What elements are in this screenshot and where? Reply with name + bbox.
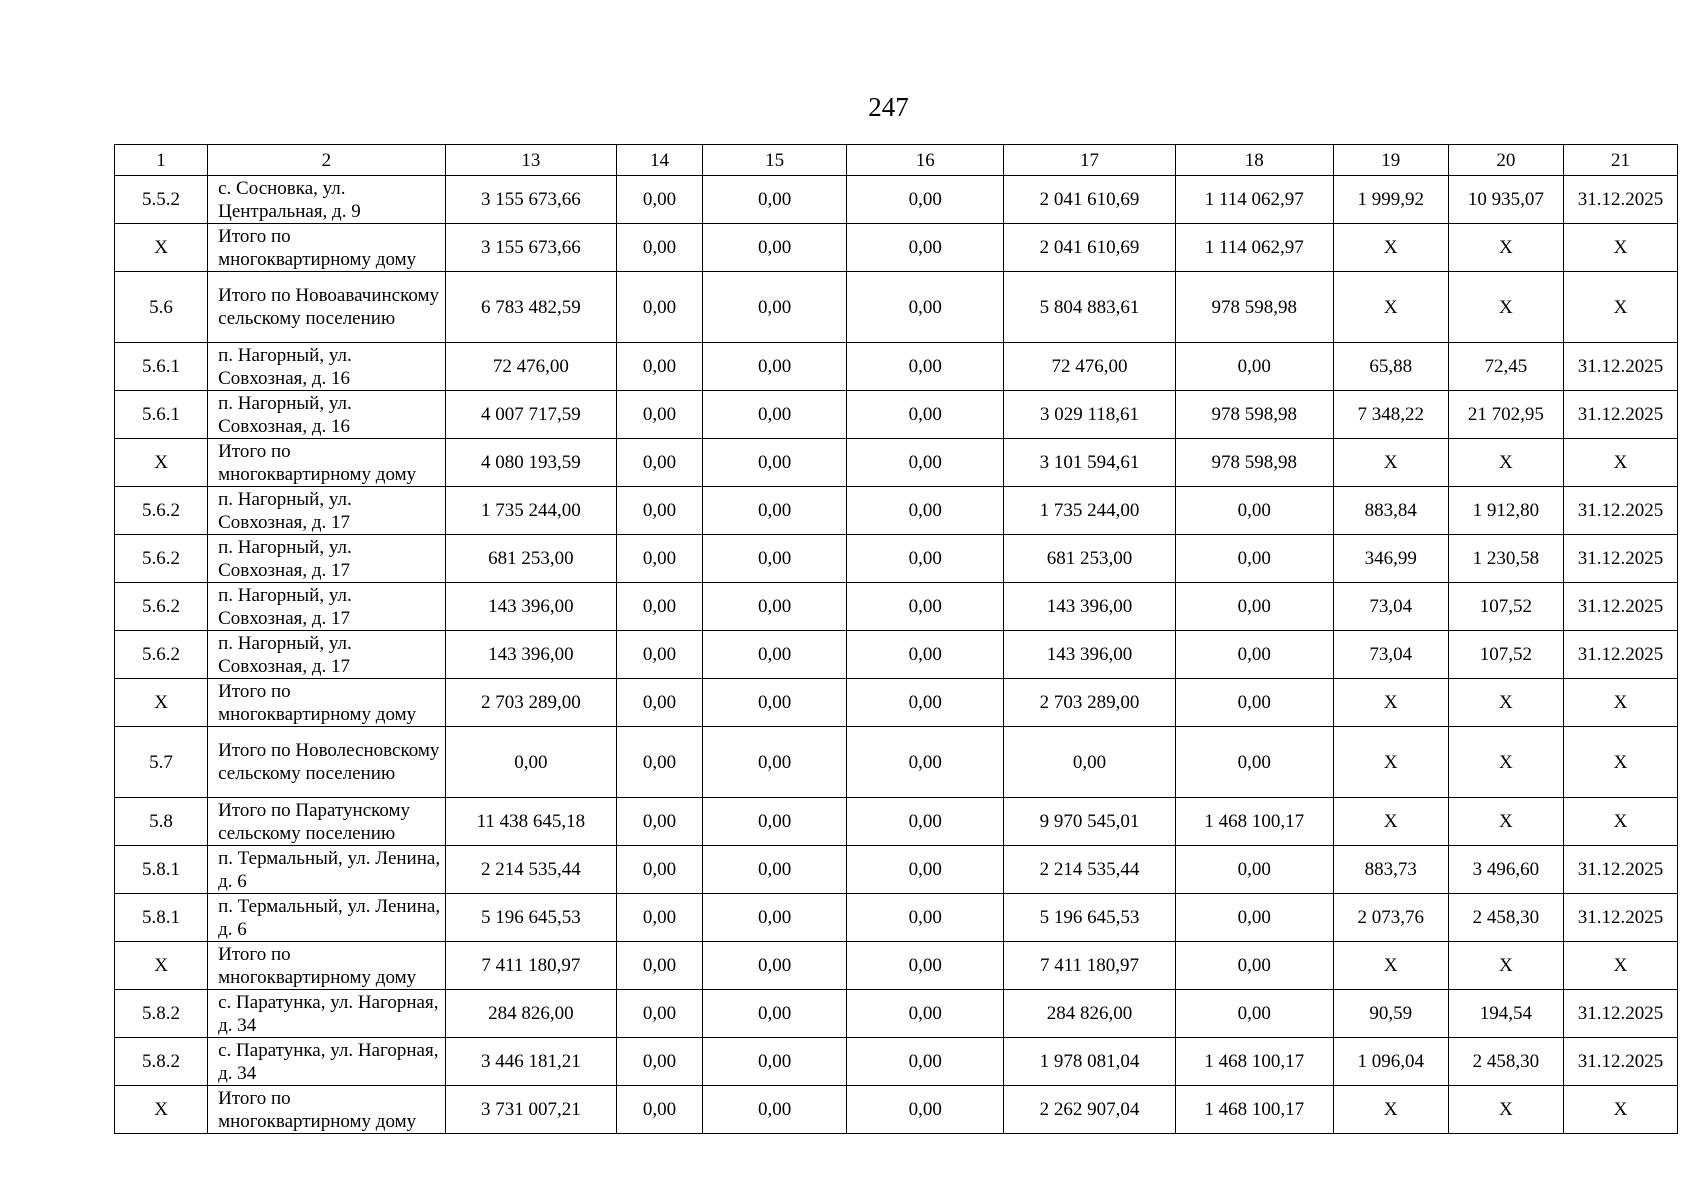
col-13-cell: 72 476,00 xyxy=(445,343,617,391)
header-cell: 19 xyxy=(1333,145,1448,176)
col-20-cell: X xyxy=(1448,224,1563,272)
col-15-cell: 0,00 xyxy=(702,583,846,631)
col-17-cell: 2 041 610,69 xyxy=(1004,176,1176,224)
col-20-cell: 1 912,80 xyxy=(1448,487,1563,535)
col-21-cell: X xyxy=(1563,272,1677,343)
col-18-cell: 0,00 xyxy=(1175,535,1333,583)
col-21-cell: X xyxy=(1563,798,1677,846)
col-21-cell: 31.12.2025 xyxy=(1563,583,1677,631)
col-19-cell: 7 348,22 xyxy=(1333,391,1448,439)
table-row xyxy=(115,535,1678,583)
address-cell: Итого по многоквартирному дому xyxy=(208,942,445,990)
col-19-cell: X xyxy=(1333,272,1448,343)
col-15-cell: 0,00 xyxy=(702,631,846,679)
col-17-cell: 2 262 907,04 xyxy=(1004,1086,1176,1134)
address-cell: Итого по многоквартирному дому xyxy=(208,679,445,727)
col-21-cell: X xyxy=(1563,1086,1677,1134)
col-16-cell: 0,00 xyxy=(847,1086,1004,1134)
col-17-cell: 2 041 610,69 xyxy=(1004,224,1176,272)
col-21-cell: X xyxy=(1563,679,1677,727)
col-15-cell: 0,00 xyxy=(702,1086,846,1134)
col-16-cell: 0,00 xyxy=(847,631,1004,679)
col-14-cell: 0,00 xyxy=(617,846,703,894)
col-18-cell: 1 114 062,97 xyxy=(1175,224,1333,272)
address-cell: п. Нагорный, ул. Совхозная, д. 17 xyxy=(208,487,445,535)
col-13-cell: 3 446 181,21 xyxy=(445,1038,617,1086)
col-15-cell: 0,00 xyxy=(702,439,846,487)
col-19-cell: 1 096,04 xyxy=(1333,1038,1448,1086)
col-17-cell: 2 214 535,44 xyxy=(1004,846,1176,894)
col-19-cell: X xyxy=(1333,798,1448,846)
col-13-cell: 143 396,00 xyxy=(445,631,617,679)
col-20-cell: X xyxy=(1448,1086,1563,1134)
col-18-cell: 0,00 xyxy=(1175,679,1333,727)
col-18-cell: 0,00 xyxy=(1175,894,1333,942)
col-16-cell: 0,00 xyxy=(847,272,1004,343)
row-number-cell: X xyxy=(115,942,208,990)
col-13-cell: 0,00 xyxy=(445,727,617,798)
col-13-cell: 6 783 482,59 xyxy=(445,272,617,343)
col-14-cell: 0,00 xyxy=(617,272,703,343)
col-20-cell: X xyxy=(1448,798,1563,846)
col-13-cell: 681 253,00 xyxy=(445,535,617,583)
col-15-cell: 0,00 xyxy=(702,942,846,990)
col-15-cell: 0,00 xyxy=(702,224,846,272)
col-16-cell: 0,00 xyxy=(847,343,1004,391)
row-number-cell: 5.6.1 xyxy=(115,343,208,391)
col-15-cell: 0,00 xyxy=(702,846,846,894)
row-number-cell: 5.7 xyxy=(115,727,208,798)
col-16-cell: 0,00 xyxy=(847,894,1004,942)
col-21-cell: 31.12.2025 xyxy=(1563,1038,1677,1086)
row-number-cell: X xyxy=(115,224,208,272)
col-14-cell: 0,00 xyxy=(617,727,703,798)
col-19-cell: 1 999,92 xyxy=(1333,176,1448,224)
col-16-cell: 0,00 xyxy=(847,391,1004,439)
col-15-cell: 0,00 xyxy=(702,391,846,439)
col-17-cell: 0,00 xyxy=(1004,727,1176,798)
col-20-cell: X xyxy=(1448,727,1563,798)
col-18-cell: 1 468 100,17 xyxy=(1175,798,1333,846)
col-17-cell: 143 396,00 xyxy=(1004,583,1176,631)
address-cell: с. Сосновка, ул. Центральная, д. 9 xyxy=(208,176,445,224)
header-cell: 21 xyxy=(1563,145,1677,176)
header-cell: 1 xyxy=(115,145,208,176)
table-row xyxy=(115,391,1678,439)
address-cell: п. Нагорный, ул. Совхозная, д. 16 xyxy=(208,343,445,391)
col-21-cell: 31.12.2025 xyxy=(1563,391,1677,439)
col-19-cell: 90,59 xyxy=(1333,990,1448,1038)
col-15-cell: 0,00 xyxy=(702,798,846,846)
col-21-cell: 31.12.2025 xyxy=(1563,535,1677,583)
col-19-cell: X xyxy=(1333,942,1448,990)
address-cell: п. Нагорный, ул. Совхозная, д. 17 xyxy=(208,583,445,631)
col-16-cell: 0,00 xyxy=(847,990,1004,1038)
table-row xyxy=(115,583,1678,631)
col-19-cell: 883,84 xyxy=(1333,487,1448,535)
row-number-cell: 5.5.2 xyxy=(115,176,208,224)
col-13-cell: 7 411 180,97 xyxy=(445,942,617,990)
col-14-cell: 0,00 xyxy=(617,583,703,631)
col-16-cell: 0,00 xyxy=(847,487,1004,535)
row-number-cell: 5.6 xyxy=(115,272,208,343)
col-16-cell: 0,00 xyxy=(847,942,1004,990)
row-number-cell: X xyxy=(115,679,208,727)
address-cell: п. Нагорный, ул. Совхозная, д. 17 xyxy=(208,631,445,679)
col-19-cell: 883,73 xyxy=(1333,846,1448,894)
col-16-cell: 0,00 xyxy=(847,224,1004,272)
col-19-cell: X xyxy=(1333,727,1448,798)
col-17-cell: 7 411 180,97 xyxy=(1004,942,1176,990)
col-21-cell: 31.12.2025 xyxy=(1563,894,1677,942)
col-15-cell: 0,00 xyxy=(702,679,846,727)
row-number-cell: X xyxy=(115,1086,208,1134)
col-13-cell: 3 731 007,21 xyxy=(445,1086,617,1134)
col-17-cell: 5 196 645,53 xyxy=(1004,894,1176,942)
row-number-cell: 5.8.1 xyxy=(115,846,208,894)
col-16-cell: 0,00 xyxy=(847,176,1004,224)
table-row xyxy=(115,176,1678,224)
table-row xyxy=(115,727,1678,798)
data-table xyxy=(114,144,1678,1134)
col-21-cell: 31.12.2025 xyxy=(1563,990,1677,1038)
address-cell: с. Паратунка, ул. Нагорная, д. 34 xyxy=(208,1038,445,1086)
row-number-cell: 5.6.2 xyxy=(115,535,208,583)
header-cell: 17 xyxy=(1004,145,1176,176)
col-14-cell: 0,00 xyxy=(617,798,703,846)
col-20-cell: 10 935,07 xyxy=(1448,176,1563,224)
col-14-cell: 0,00 xyxy=(617,942,703,990)
col-14-cell: 0,00 xyxy=(617,487,703,535)
address-cell: Итого по Новоавачинскому сельскому поселению xyxy=(208,272,445,343)
address-cell: п. Нагорный, ул. Совхозная, д. 17 xyxy=(208,535,445,583)
col-16-cell: 0,00 xyxy=(847,846,1004,894)
col-20-cell: X xyxy=(1448,439,1563,487)
col-18-cell: 0,00 xyxy=(1175,487,1333,535)
col-19-cell: 346,99 xyxy=(1333,535,1448,583)
col-21-cell: 31.12.2025 xyxy=(1563,846,1677,894)
col-16-cell: 0,00 xyxy=(847,439,1004,487)
col-15-cell: 0,00 xyxy=(702,727,846,798)
table-row xyxy=(115,798,1678,846)
address-cell: Итого по многоквартирному дому xyxy=(208,1086,445,1134)
col-14-cell: 0,00 xyxy=(617,990,703,1038)
row-number-cell: 5.6.2 xyxy=(115,487,208,535)
table-row xyxy=(115,343,1678,391)
header-cell: 20 xyxy=(1448,145,1563,176)
col-13-cell: 143 396,00 xyxy=(445,583,617,631)
col-20-cell: X xyxy=(1448,942,1563,990)
table-row xyxy=(115,272,1678,343)
col-20-cell: 107,52 xyxy=(1448,583,1563,631)
col-18-cell: 0,00 xyxy=(1175,942,1333,990)
col-14-cell: 0,00 xyxy=(617,631,703,679)
col-21-cell: X xyxy=(1563,942,1677,990)
col-13-cell: 4 007 717,59 xyxy=(445,391,617,439)
col-19-cell: 65,88 xyxy=(1333,343,1448,391)
col-17-cell: 1 735 244,00 xyxy=(1004,487,1176,535)
address-cell: Итого по многоквартирному дому xyxy=(208,224,445,272)
address-cell: Итого по многоквартирному дому xyxy=(208,439,445,487)
col-17-cell: 284 826,00 xyxy=(1004,990,1176,1038)
col-16-cell: 0,00 xyxy=(847,798,1004,846)
col-13-cell: 2 703 289,00 xyxy=(445,679,617,727)
col-21-cell: 31.12.2025 xyxy=(1563,487,1677,535)
col-18-cell: 0,00 xyxy=(1175,990,1333,1038)
table-row xyxy=(115,679,1678,727)
row-number-cell: 5.6.2 xyxy=(115,583,208,631)
col-18-cell: 978 598,98 xyxy=(1175,439,1333,487)
col-18-cell: 1 114 062,97 xyxy=(1175,176,1333,224)
table-row xyxy=(115,224,1678,272)
col-15-cell: 0,00 xyxy=(702,176,846,224)
col-18-cell: 0,00 xyxy=(1175,631,1333,679)
col-17-cell: 5 804 883,61 xyxy=(1004,272,1176,343)
col-17-cell: 143 396,00 xyxy=(1004,631,1176,679)
col-19-cell: 73,04 xyxy=(1333,583,1448,631)
row-number-cell: 5.8 xyxy=(115,798,208,846)
col-20-cell: 107,52 xyxy=(1448,631,1563,679)
col-20-cell: 2 458,30 xyxy=(1448,1038,1563,1086)
col-14-cell: 0,00 xyxy=(617,1086,703,1134)
table-row xyxy=(115,1038,1678,1086)
table-row xyxy=(115,1086,1678,1134)
col-20-cell: 3 496,60 xyxy=(1448,846,1563,894)
col-20-cell: X xyxy=(1448,679,1563,727)
col-20-cell: 72,45 xyxy=(1448,343,1563,391)
table-row xyxy=(115,894,1678,942)
page-number: 247 xyxy=(868,92,909,122)
row-number-cell: 5.8.1 xyxy=(115,894,208,942)
col-21-cell: X xyxy=(1563,224,1677,272)
col-21-cell: X xyxy=(1563,727,1677,798)
col-21-cell: 31.12.2025 xyxy=(1563,631,1677,679)
address-cell: Итого по Паратунскому сельскому поселению xyxy=(208,798,445,846)
col-19-cell: 73,04 xyxy=(1333,631,1448,679)
col-17-cell: 2 703 289,00 xyxy=(1004,679,1176,727)
address-cell: п. Нагорный, ул. Совхозная, д. 16 xyxy=(208,391,445,439)
col-16-cell: 0,00 xyxy=(847,535,1004,583)
col-18-cell: 1 468 100,17 xyxy=(1175,1038,1333,1086)
header-cell: 14 xyxy=(617,145,703,176)
col-13-cell: 3 155 673,66 xyxy=(445,176,617,224)
col-19-cell: X xyxy=(1333,679,1448,727)
col-14-cell: 0,00 xyxy=(617,1038,703,1086)
row-number-cell: 5.8.2 xyxy=(115,1038,208,1086)
col-18-cell: 978 598,98 xyxy=(1175,391,1333,439)
col-14-cell: 0,00 xyxy=(617,535,703,583)
col-17-cell: 1 978 081,04 xyxy=(1004,1038,1176,1086)
col-13-cell: 3 155 673,66 xyxy=(445,224,617,272)
row-number-cell: 5.6.1 xyxy=(115,391,208,439)
header-cell: 15 xyxy=(702,145,846,176)
table-row xyxy=(115,846,1678,894)
col-19-cell: X xyxy=(1333,439,1448,487)
col-14-cell: 0,00 xyxy=(617,439,703,487)
col-20-cell: 2 458,30 xyxy=(1448,894,1563,942)
col-19-cell: X xyxy=(1333,224,1448,272)
col-14-cell: 0,00 xyxy=(617,391,703,439)
address-cell: п. Термальный, ул. Ленина, д. 6 xyxy=(208,846,445,894)
col-17-cell: 3 101 594,61 xyxy=(1004,439,1176,487)
col-15-cell: 0,00 xyxy=(702,343,846,391)
col-16-cell: 0,00 xyxy=(847,1038,1004,1086)
col-14-cell: 0,00 xyxy=(617,894,703,942)
table-header-row xyxy=(115,145,1678,176)
col-17-cell: 72 476,00 xyxy=(1004,343,1176,391)
col-21-cell: 31.12.2025 xyxy=(1563,176,1677,224)
col-18-cell: 978 598,98 xyxy=(1175,272,1333,343)
col-18-cell: 0,00 xyxy=(1175,727,1333,798)
col-13-cell: 11 438 645,18 xyxy=(445,798,617,846)
col-18-cell: 0,00 xyxy=(1175,846,1333,894)
table-body xyxy=(115,145,1678,1134)
address-cell: с. Паратунка, ул. Нагорная, д. 34 xyxy=(208,990,445,1038)
address-cell: п. Термальный, ул. Ленина, д. 6 xyxy=(208,894,445,942)
col-20-cell: X xyxy=(1448,272,1563,343)
col-18-cell: 0,00 xyxy=(1175,343,1333,391)
col-18-cell: 0,00 xyxy=(1175,583,1333,631)
row-number-cell: 5.6.2 xyxy=(115,631,208,679)
col-15-cell: 0,00 xyxy=(702,894,846,942)
address-cell: Итого по Новолесновскому сельскому поселению xyxy=(208,727,445,798)
col-16-cell: 0,00 xyxy=(847,583,1004,631)
table-row xyxy=(115,439,1678,487)
col-15-cell: 0,00 xyxy=(702,272,846,343)
table-row xyxy=(115,487,1678,535)
col-14-cell: 0,00 xyxy=(617,679,703,727)
col-19-cell: 2 073,76 xyxy=(1333,894,1448,942)
table-row xyxy=(115,631,1678,679)
col-15-cell: 0,00 xyxy=(702,990,846,1038)
col-21-cell: X xyxy=(1563,439,1677,487)
col-20-cell: 21 702,95 xyxy=(1448,391,1563,439)
col-13-cell: 2 214 535,44 xyxy=(445,846,617,894)
col-14-cell: 0,00 xyxy=(617,224,703,272)
col-17-cell: 9 970 545,01 xyxy=(1004,798,1176,846)
col-13-cell: 284 826,00 xyxy=(445,990,617,1038)
col-14-cell: 0,00 xyxy=(617,176,703,224)
col-14-cell: 0,00 xyxy=(617,343,703,391)
col-13-cell: 5 196 645,53 xyxy=(445,894,617,942)
col-16-cell: 0,00 xyxy=(847,679,1004,727)
col-13-cell: 4 080 193,59 xyxy=(445,439,617,487)
col-20-cell: 194,54 xyxy=(1448,990,1563,1038)
col-17-cell: 3 029 118,61 xyxy=(1004,391,1176,439)
col-16-cell: 0,00 xyxy=(847,727,1004,798)
col-21-cell: 31.12.2025 xyxy=(1563,343,1677,391)
col-13-cell: 1 735 244,00 xyxy=(445,487,617,535)
header-cell: 13 xyxy=(445,145,617,176)
col-19-cell: X xyxy=(1333,1086,1448,1134)
col-15-cell: 0,00 xyxy=(702,1038,846,1086)
header-cell: 2 xyxy=(208,145,445,176)
table-row xyxy=(115,990,1678,1038)
col-15-cell: 0,00 xyxy=(702,487,846,535)
col-20-cell: 1 230,58 xyxy=(1448,535,1563,583)
header-cell: 18 xyxy=(1175,145,1333,176)
col-18-cell: 1 468 100,17 xyxy=(1175,1086,1333,1134)
row-number-cell: 5.8.2 xyxy=(115,990,208,1038)
col-17-cell: 681 253,00 xyxy=(1004,535,1176,583)
col-15-cell: 0,00 xyxy=(702,535,846,583)
table-row xyxy=(115,942,1678,990)
header-cell: 16 xyxy=(847,145,1004,176)
row-number-cell: X xyxy=(115,439,208,487)
